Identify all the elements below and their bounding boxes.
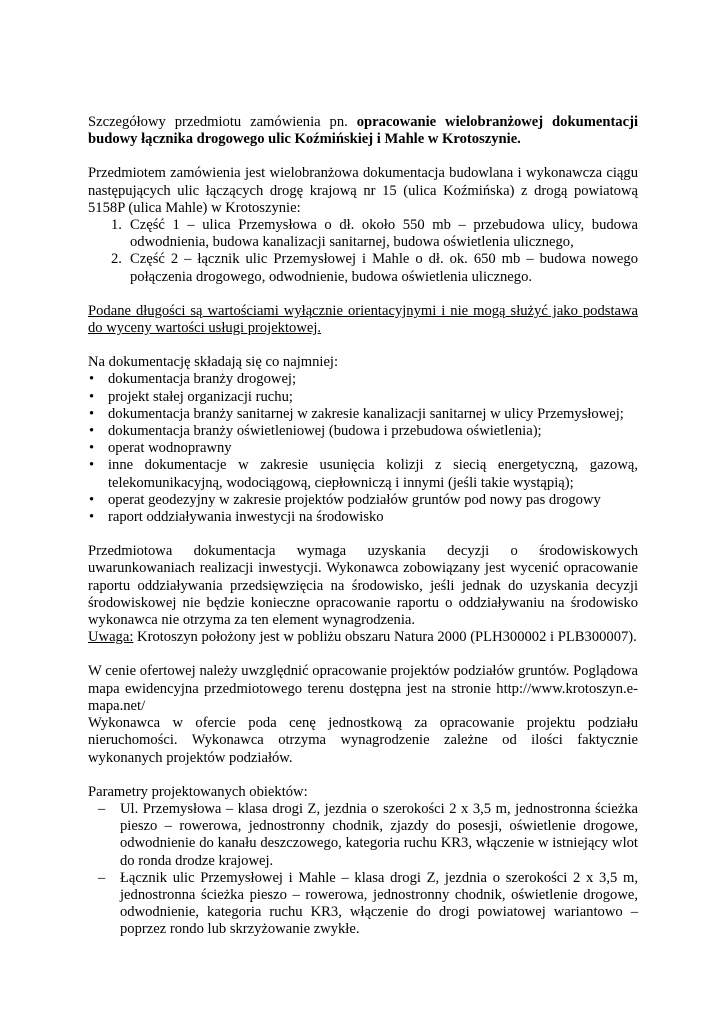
environment-paragraph: Przedmiotowa dokumentacja wymaga uzyskania decyzji o środowiskowych uwarunkowaniach realizacji inwestycji. Wykonawca zobowiązany jest wycenić opracowanie raportu oddziaływania przedsięwzięcia na środowisko, jeśli jednak do uzyskania decyzji środowiskowej nie będzie konieczne opracowanie raportu o oddziaływaniu na środowisko wykonawca nie otrzyma za ten element wynagrodzenia. [88, 543, 638, 629]
list-item [88, 389, 638, 406]
list-item-text: Część 2 – łącznik ulic Przemysłowej i Mahle o dł. ok. 650 mb – budowa nowego połączenia drogowego, odwodnienie, budowa oświetlenia ulicznego. [130, 251, 638, 285]
dash-icon: – [98, 800, 106, 817]
dash-icon: – [98, 869, 106, 886]
list-item-text: raport oddziaływania inwestycji na środowisko [108, 509, 384, 526]
list-item [88, 217, 638, 251]
list-item-text: inne dokumentacje w zakresie usunięcia kolizji z siecią energetyczną, gazową, telekomunikacyjną, wodociągową, ciepłowniczą i innymi (jeśli takie wystąpią); [108, 457, 638, 491]
list-item-text: dokumentacja branży drogowej; [108, 371, 297, 388]
bullet-icon: • [89, 509, 95, 526]
spacer [88, 148, 638, 165]
bullet-icon: • [89, 371, 95, 388]
list-item-text: dokumentacja branży oświetleniowej (budowa i przebudowa oświetlenia); [108, 423, 542, 440]
intro-title: opracowanie wielobranżowej dokumentacji budowy łącznika drogowego ulic Koźmińskiej i Mahle w Krotoszynie. [88, 114, 638, 148]
documentation-list [88, 371, 638, 526]
lengths-note: Podane długości są wartościami wyłącznie orientacyjnymi i nie mogą służyć jako podstawa do wyceny wartości usługi projektowej. [88, 302, 638, 337]
list-item [88, 492, 638, 509]
list-number: 1. [111, 217, 122, 234]
parameters-list [88, 801, 638, 939]
bullet-icon: • [89, 440, 95, 457]
list-item-text: dokumentacja branży sanitarnej w zakresie kanalizacji sanitarnej w ulicy Przemysłowej; [108, 405, 624, 422]
spacer [88, 646, 638, 663]
list-item [88, 509, 638, 526]
spacer [88, 286, 638, 303]
list-item [88, 457, 638, 491]
list-item [88, 801, 638, 870]
list-item-text: operat wodnoprawny [108, 440, 232, 457]
list-item [88, 423, 638, 440]
natura-note [88, 629, 638, 646]
list-number: 2. [111, 251, 122, 268]
list-item [88, 251, 638, 285]
offer-paragraph: W cenie ofertowej należy uwzględnić opracowanie projektów podziałów gruntów. Poglądowa mapa ewidencyjna przedmiotowego terenu dostępna jest na stronie http://www.krotoszyn.e-mapa.net/ [88, 663, 638, 714]
unit-price-paragraph: Wykonawca w ofercie poda cenę jednostkową za opracowanie projektu podziału nieruchomości. Wykonawca otrzyma wynagrodzenie zależne od ilości faktycznie wykonanych projektów podziałów. [88, 715, 638, 766]
list-item [88, 440, 638, 457]
list-item [88, 870, 638, 939]
spacer [88, 526, 638, 543]
list-item-text: Część 1 – ulica Przemysłowa o dł. około 550 mb – przebudowa ulicy, budowa odwodnienia, budowa kanalizacji sanitarnej, budowa oświetlenia ulicznego, [130, 217, 638, 251]
parts-list [88, 217, 638, 286]
bullet-icon: • [89, 491, 95, 508]
list-item [88, 371, 638, 388]
subject-paragraph: Przedmiotem zamówienia jest wielobranżowa dokumentacja budowlana i wykonawcza ciągu następujących ulic łączących drogę krajową nr 15 (ulica Koźmińska) z drogą powiatową 5158P (ulica Mahle) w Krotoszynie: [88, 165, 638, 216]
note-label: Uwaga: [88, 629, 134, 646]
list-item [88, 406, 638, 423]
intro-text: Szczegółowy przedmiotu zamówienia pn. [88, 114, 357, 130]
bullet-icon: • [89, 388, 95, 405]
list-item-text: Łącznik ulic Przemysłowej i Mahle – klasa drogi Z, jezdnia o szerokości 2 x 3,5 m, jednostronna ścieżka pieszo – rowerowa, jednostronny chodnik, oświetlenie drogowe, odwodnienie, kategoria ruchu KR3, włączenie do drogi powiatowej wariantowo – poprzez rondo lub skrzyżowanie zwykłe. [120, 869, 638, 938]
list-item-text: Ul. Przemysłowa – klasa drogi Z, jezdnia o szerokości 2 x 3,5 m, jednostronna ścieżka pieszo – rowerowa, jednostronny chodnik, zjazdy do posesji, oświetlenie drogowe, odwodnienie do kanału deszczowego, kategoria ruchu KR3, włączenie w istniejący wlot do ronda drodze krajowej. [120, 800, 638, 869]
documentation-heading: Na dokumentację składają się co najmniej: [88, 354, 339, 371]
list-item-text: projekt stałej organizacji ruchu; [108, 388, 293, 405]
intro-paragraph [88, 114, 638, 148]
list-item-text: operat geodezyjny w zakresie projektów podziałów gruntów pod nowy pas drogowy [108, 491, 601, 508]
note-text: Krotoszyn położony jest w pobliżu obszaru Natura 2000 (PLH300002 i PLB300007). [133, 629, 637, 646]
parameters-heading: Parametry projektowanych obiektów: [88, 783, 308, 800]
spacer [88, 767, 638, 784]
bullet-icon: • [89, 423, 95, 440]
bullet-icon: • [89, 457, 95, 474]
spacer [88, 337, 638, 354]
bullet-icon: • [89, 405, 95, 422]
document-page [88, 114, 638, 939]
